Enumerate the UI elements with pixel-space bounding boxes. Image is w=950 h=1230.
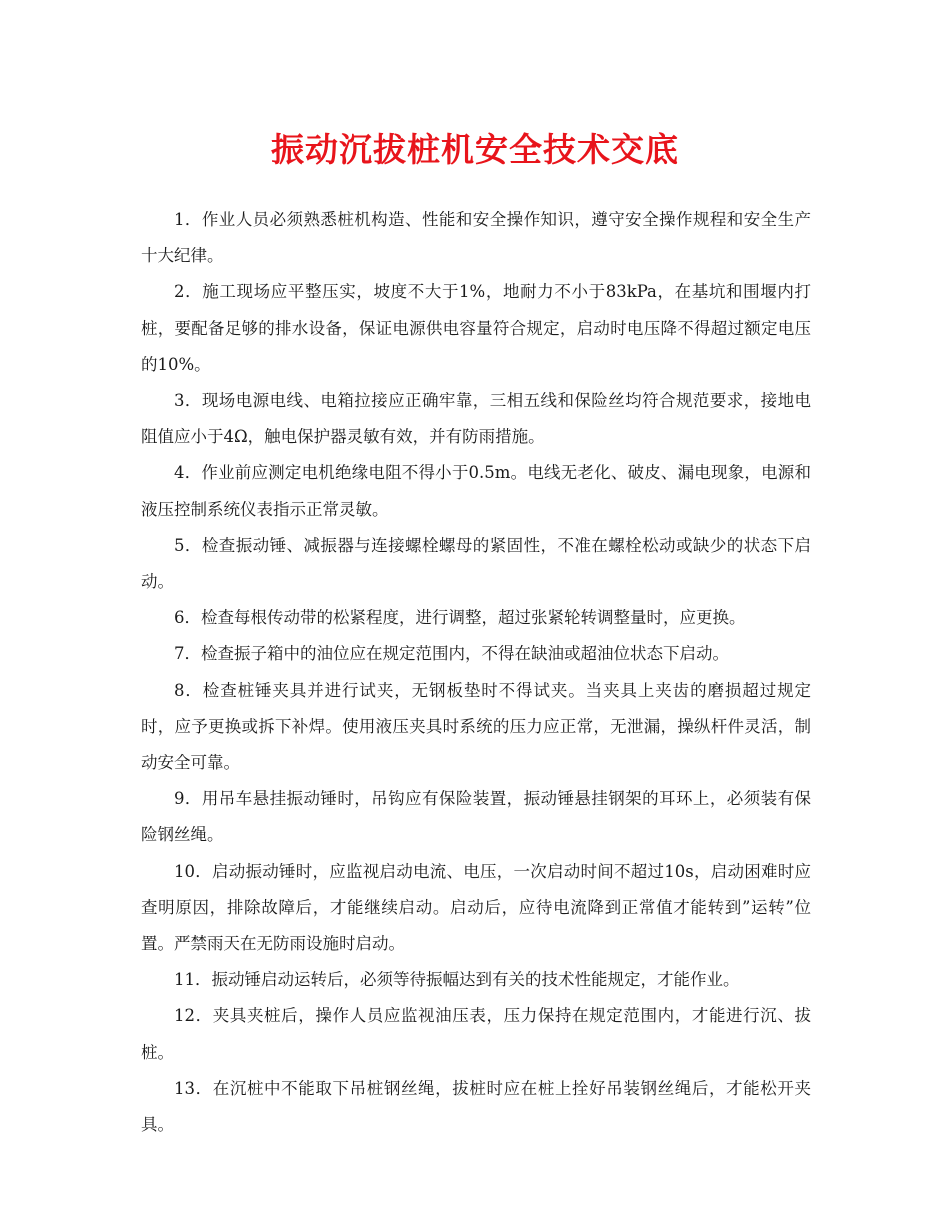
paragraph-11: 11．振动锤启动运转后，必须等待振幅达到有关的技术性能规定，才能作业。 [174,970,740,990]
paragraph-9: 9．用吊车悬挂振动锤时，吊钩应有保险装置，振动锤悬挂钢架的耳环上，必须装有保险钢丝绳。 [141,789,811,845]
paragraph-13: 13．在沉桩中不能取下吊桩钢丝绳，拔桩时应在桩上拴好吊装钢丝绳后，才能松开夹具。 [141,1078,811,1135]
paragraph-6: 6．检查每根传动带的松紧程度，进行调整，超过张紧轮转调整量时，应更换。 [174,608,746,628]
paragraph-4: 4．作业前应测定电机绝缘电阻不得小于0.5m。电线无老化、破皮、漏电现象，电源和液压控制系统仪表指示正常灵敏。 [141,463,811,519]
document-body [141,202,811,1143]
paragraph-10: 10．启动振动锤时，应监视启动电流、电压，一次启动时间不超过10s，启动困难时应查明原因，排除故障后，才能继续启动。启动后，应待电流降到正常值才能转到”运转”位置。严禁雨天在无防雨设施时启动。 [141,861,811,954]
paragraph-1: 1．作业人员必须熟悉桩机构造、性能和安全操作知识，遵守安全操作规程和安全生产十大纪律。 [141,210,811,266]
paragraph-7: 7．检查振子箱中的油位应在规定范围内，不得在缺油或超油位状态下启动。 [174,644,729,664]
paragraph-3: 3．现场电源电线、电箱拉接应正确牢靠，三相五线和保险丝均符合规范要求，接地电阻值应小于4Ω，触电保护器灵敏有效，并有防雨措施。 [141,391,811,447]
paragraph-12: 12．夹具夹桩后，操作人员应监视油压表，压力保持在规定范围内，才能进行沉、拔桩。 [141,1006,811,1062]
paragraph-8: 8．检查桩锤夹具并进行试夹，无钢板垫时不得试夹。当夹具上夹齿的磨损超过规定时，应予更换或拆下补焊。使用液压夹具时系统的压力应正常，无泄漏，操纵杆件灵活，制动安全可靠。 [141,680,811,773]
paragraph-2: 2．施工现场应平整压实，坡度不大于1%，地耐力不小于83kPa，在基坑和围堰内打桩，要配备足够的排水设备，保证电源供电容量符合规定，启动时电压降不得超过额定电压的10%。 [141,282,811,374]
document-title: 振动沉拔桩机安全技术交底 [271,130,679,169]
paragraph-5: 5．检查振动锤、减振器与连接螺栓螺母的紧固性，不准在螺栓松动或缺少的状态下启动。 [141,535,811,592]
